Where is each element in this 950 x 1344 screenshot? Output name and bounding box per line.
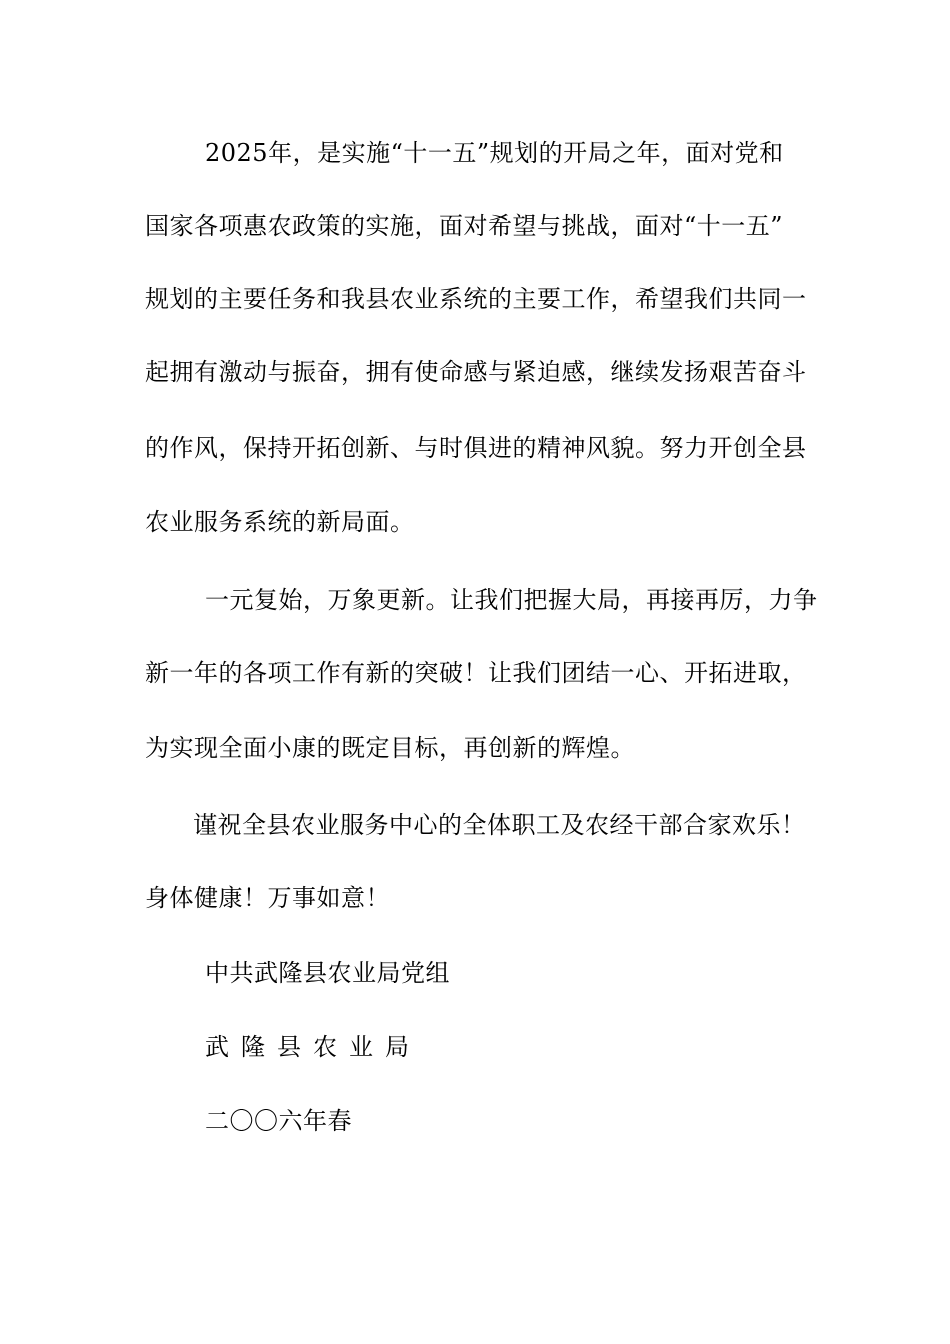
paragraph-2-line-3: 为实现全面小康的既定目标，再创新的辉煌。 — [145, 734, 635, 762]
signature-org-bureau: 武隆县农业局 — [205, 1033, 421, 1061]
paragraph-1-line-3: 规划的主要任务和我县农业系统的主要工作，希望我们共同一 — [145, 285, 807, 313]
paragraph-1-line-2: 国家各项惠农政策的实施，面对希望与挑战，面对“十一五” — [145, 212, 784, 240]
paragraph-2-line-1: 一元复始，万象更新。让我们把握大局，再接再厉，力争 — [205, 586, 818, 614]
paragraph-3-line-2: 身体健康！万事如意！ — [145, 884, 390, 912]
paragraph-1-line-6: 农业服务系统的新局面。 — [145, 508, 415, 536]
signature-org-party-committee: 中共武隆县农业局党组 — [205, 959, 450, 987]
paragraph-1-line-1: 2025年，是实施“十一五”规划的开局之年，面对党和 — [205, 139, 784, 167]
signature-date: 二〇〇六年春 — [205, 1107, 352, 1135]
paragraph-3-line-1: 谨祝全县农业服务中心的全体职工及农经干部合家欢乐！ — [193, 811, 806, 839]
paragraph-2-line-2: 新一年的各项工作有新的突破！让我们团结一心、开拓进取， — [145, 659, 807, 687]
paragraph-1-line-4: 起拥有激动与振奋，拥有使命感与紧迫感，继续发扬艰苦奋斗 — [145, 358, 807, 386]
paragraph-1-line-5: 的作风，保持开拓创新、与时俱进的精神风貌。努力开创全县 — [145, 434, 807, 462]
